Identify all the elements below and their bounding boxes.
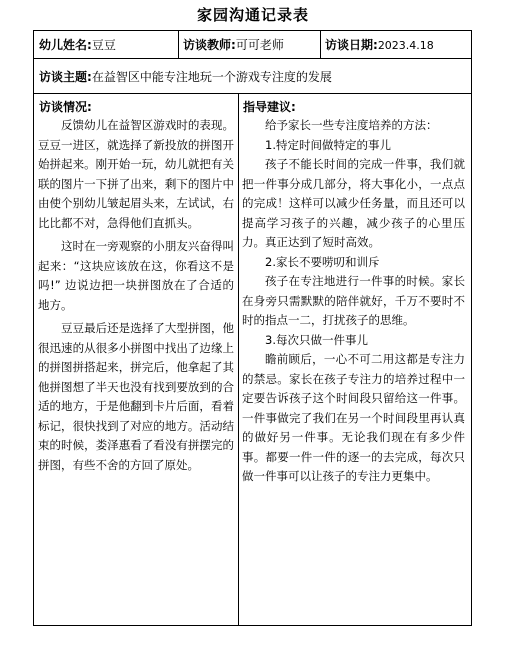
column-divider — [320, 31, 321, 58]
advice-item-body: 孩子在专注地进行一件事的时候。家长在身旁只需默默的陪伴就好，千万不要时不时的指点一二，打扰孩子的思维。 — [242, 274, 465, 327]
topic-value: 在益智区中能专注地玩一个游戏专注度的发展 — [91, 70, 332, 84]
advice-intro: 给予家长一些专注度培养的方法： — [265, 118, 438, 132]
teacher-label: 访谈教师: — [183, 38, 236, 52]
topic-cell — [39, 69, 332, 85]
date-label: 访谈日期: — [325, 38, 378, 52]
situation-paragraph: 豆豆最后还是选择了大型拼图，他很迅速的从很多小拼图中找出了边缘上的拼图拼搭起来，拼完后，他拿起了其他拼图想了半天也没有找到要放到的合适的地方，于是他翻到卡片后面，看着标记，很快找到了对应的地方。活动结束的时候，娄泽惠看了看没有拼摆完的拼图，有些不舍的方回了原处。 — [38, 321, 234, 472]
advice-item-title: 1.特定时间做特定的事儿 — [265, 137, 391, 152]
row-divider — [34, 58, 471, 59]
teacher-value: 可可老师 — [235, 38, 284, 52]
column-divider — [178, 31, 179, 58]
date-value: 2023.4.18 — [377, 39, 434, 52]
situation-heading: 访谈情况: — [39, 100, 92, 114]
situation-paragraph: 这时在一旁观察的小朋友兴奋得叫起来：“这块应该放在这，你看这不是吗!” 边说边把一块拼图放在了合适的地方。 — [38, 239, 234, 312]
date-cell — [325, 37, 434, 54]
child-name-cell — [39, 37, 116, 53]
situation-paragraph: 反馈幼儿在益智区游戏时的表现。豆豆一进区，就选择了新投放的拼图开始拼起来。刚开始一玩，幼儿就把有关联的图片一下拼了出来，剩下的图片中由使个别幼儿皱起眉头来，左试试，右比比都不对，急得他们直抓头。 — [38, 118, 234, 230]
advice-body — [242, 116, 465, 487]
advice-item-title: 3.每次只做一件事儿 — [265, 332, 368, 347]
advice-heading: 指导建议: — [243, 100, 296, 114]
advice-item-body: 瞻前顾后，一心不可二用这都是专注力的禁忌。家长在孩子专注力的培养过程中一定要告诉孩子这个时间段只留给这一件事。一件事做完了我们在另一个时间段里再认真的做好另一件事。无论我们现在有多少件事。都要一件一件的逐一的去完成，每次只做一件事可以让孩子的专注力更集中。 — [242, 352, 465, 483]
advice-item-body: 孩子不能长时间的完成一件事，我们就把一件事分成几部分，将大事化小，一点点的完成！这样可以减少任务量，而且还可以提高学习孩子的兴趣，减少孩子的心里压力。真正达到了短时高效。 — [242, 157, 465, 249]
child-name-value: 豆豆 — [91, 38, 116, 52]
teacher-cell — [183, 37, 284, 53]
record-table — [33, 30, 472, 626]
topic-label: 访谈主题: — [39, 70, 92, 84]
situation-body — [38, 116, 234, 475]
column-divider — [238, 93, 239, 625]
child-name-label: 幼儿姓名: — [39, 38, 92, 52]
page-title: 家园沟通记录表 — [196, 6, 309, 24]
advice-item-title: 2.家长不要唠叨和训斥 — [265, 254, 380, 269]
row-divider — [34, 93, 471, 94]
